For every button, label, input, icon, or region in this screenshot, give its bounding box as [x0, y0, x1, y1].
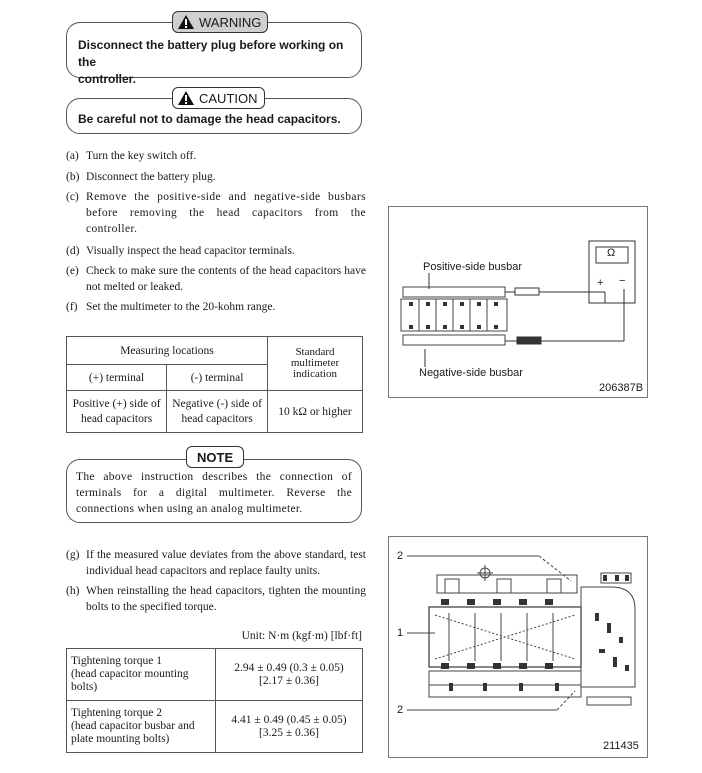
step-c: (c) Remove the positive-side and negative-side busbars before removing the head capacitors from the controller.: [66, 191, 366, 235]
ohm-symbol: Ω: [607, 247, 616, 259]
step-b: (b) Disconnect the battery plug.: [66, 171, 216, 183]
step-g: (g) If the measured value deviates from the above standard, test individual head capacitors and replace faulty units.: [66, 549, 366, 577]
unit-line: Unit: N·m (kgf·m) [lbf·ft]: [241, 630, 362, 642]
cell-negative-side: Negative (-) side of head capacitors: [167, 391, 268, 433]
warning-tag: [172, 11, 268, 33]
warning-triangle-icon: [177, 14, 195, 30]
callout-2-bottom: 2: [397, 704, 404, 716]
table-row: Tightening torque 2 (head capacitor busbar and plate mounting bolts) 4.41 ± 0.49 (0.45 ± 0.05) [3.25 ± 0.36]: [67, 701, 363, 753]
step-a: (a) Turn the key switch off.: [66, 150, 197, 162]
step-h: (h) When reinstalling the head capacitors, tighten the mounting bolts to the specified torque.: [66, 585, 366, 613]
minus-sign: −: [619, 275, 626, 287]
positive-busbar-label: Positive-side busbar: [423, 261, 523, 273]
step-e: (e) Check to make sure the contents of the head capacitors have not melted or leaked.: [66, 265, 366, 293]
figure2-code: 211435: [603, 740, 639, 752]
header-measuring-locations: Measuring locations: [67, 337, 268, 365]
capacitor-assembly-diagram: [389, 537, 647, 757]
note-tag-label: NOTE: [197, 449, 234, 465]
table-row: Tightening torque 1 (head capacitor mounting bolts) 2.94 ± 0.49 (0.3 ± 0.05) [2.17 ± 0.36]: [67, 649, 363, 701]
step-f: (f) Set the multimeter to the 20-kohm range.: [66, 301, 276, 313]
caution-text: Be careful not to damage the head capacitors.: [78, 112, 341, 126]
negative-busbar-label: Negative-side busbar: [419, 367, 523, 379]
callout-2-top: 2: [397, 550, 404, 562]
plus-sign: +: [597, 277, 604, 289]
warning-triangle-icon: [177, 90, 195, 106]
callout-1: 1: [397, 627, 404, 639]
cell-positive-side: Positive (+) side of head capacitors: [67, 391, 167, 433]
warning-text: Disconnect the battery plug before working on the controller.: [78, 38, 344, 86]
step-d: (d) Visually inspect the head capacitor terminals.: [66, 245, 295, 257]
figure1-code: 206387B: [599, 382, 644, 394]
note-tag: [186, 446, 244, 468]
note-text: The above instruction describes the connection of terminals for a digital multimeter. Reverse the connections when using an analog multimeter.: [76, 471, 352, 515]
caution-tag-label: CAUTION: [199, 90, 258, 106]
col-plus-terminal: (+) terminal: [67, 365, 167, 391]
cell-standard-value: 10 kΩ or higher: [268, 391, 363, 433]
col-minus-terminal: (-) terminal: [167, 365, 268, 391]
caution-tag: [172, 87, 265, 109]
figure-capacitor-assembly: [388, 536, 648, 758]
measuring-table: [66, 336, 363, 433]
figure-multimeter-connection: [388, 206, 648, 398]
warning-tag-label: WARNING: [199, 14, 262, 30]
header-standard: Standard multimeter indication: [268, 337, 363, 391]
torque-table: [66, 648, 363, 753]
